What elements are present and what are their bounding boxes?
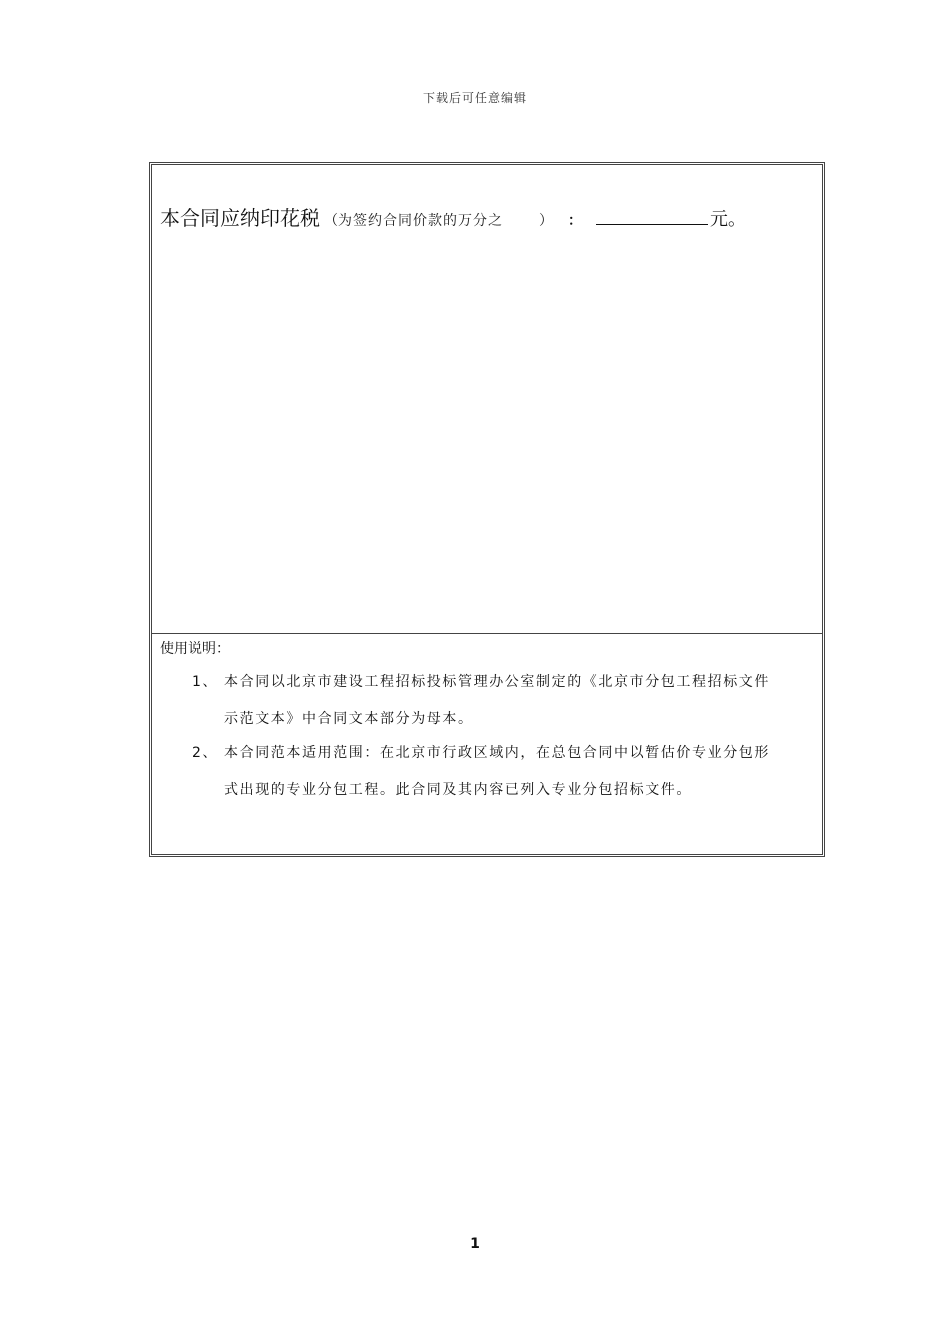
usage-item-number: 2、	[192, 745, 219, 761]
page-header: 下载后可任意编辑	[422, 91, 527, 105]
stamp-tax-section	[152, 165, 822, 634]
usage-item-text-line2: 式出现的专业分包工程。此合同及其内容已列入专业分包招标文件。	[224, 782, 692, 798]
usage-item	[192, 664, 816, 738]
usage-item	[192, 735, 816, 809]
note-paren-close: ）	[539, 213, 554, 229]
colon: ：	[568, 213, 582, 229]
stamp-tax-note: 为签约合同价款的万分之	[338, 213, 503, 229]
note-paren-open: （	[324, 213, 338, 229]
usage-item-number: 1、	[192, 674, 219, 690]
currency-unit: 元。	[710, 209, 746, 230]
usage-item-text-line1: 本合同范本适用范围：在北京市行政区域内，在总包合同中以暂估价专业分包形	[224, 745, 770, 761]
stamp-tax-label: 本合同应纳印花税	[160, 206, 320, 230]
stamp-tax-line	[160, 202, 746, 231]
usage-item-text-line1: 本合同以北京市建设工程招标投标管理办公室制定的《北京市分包工程招标文件	[224, 674, 770, 690]
page-number: 1	[470, 1236, 480, 1252]
contract-form-table	[149, 162, 825, 857]
usage-title: 使用说明：	[160, 641, 230, 657]
usage-item-text-line2: 示范文本》中合同文本部分为母本。	[224, 711, 474, 727]
amount-blank-line	[596, 208, 708, 225]
